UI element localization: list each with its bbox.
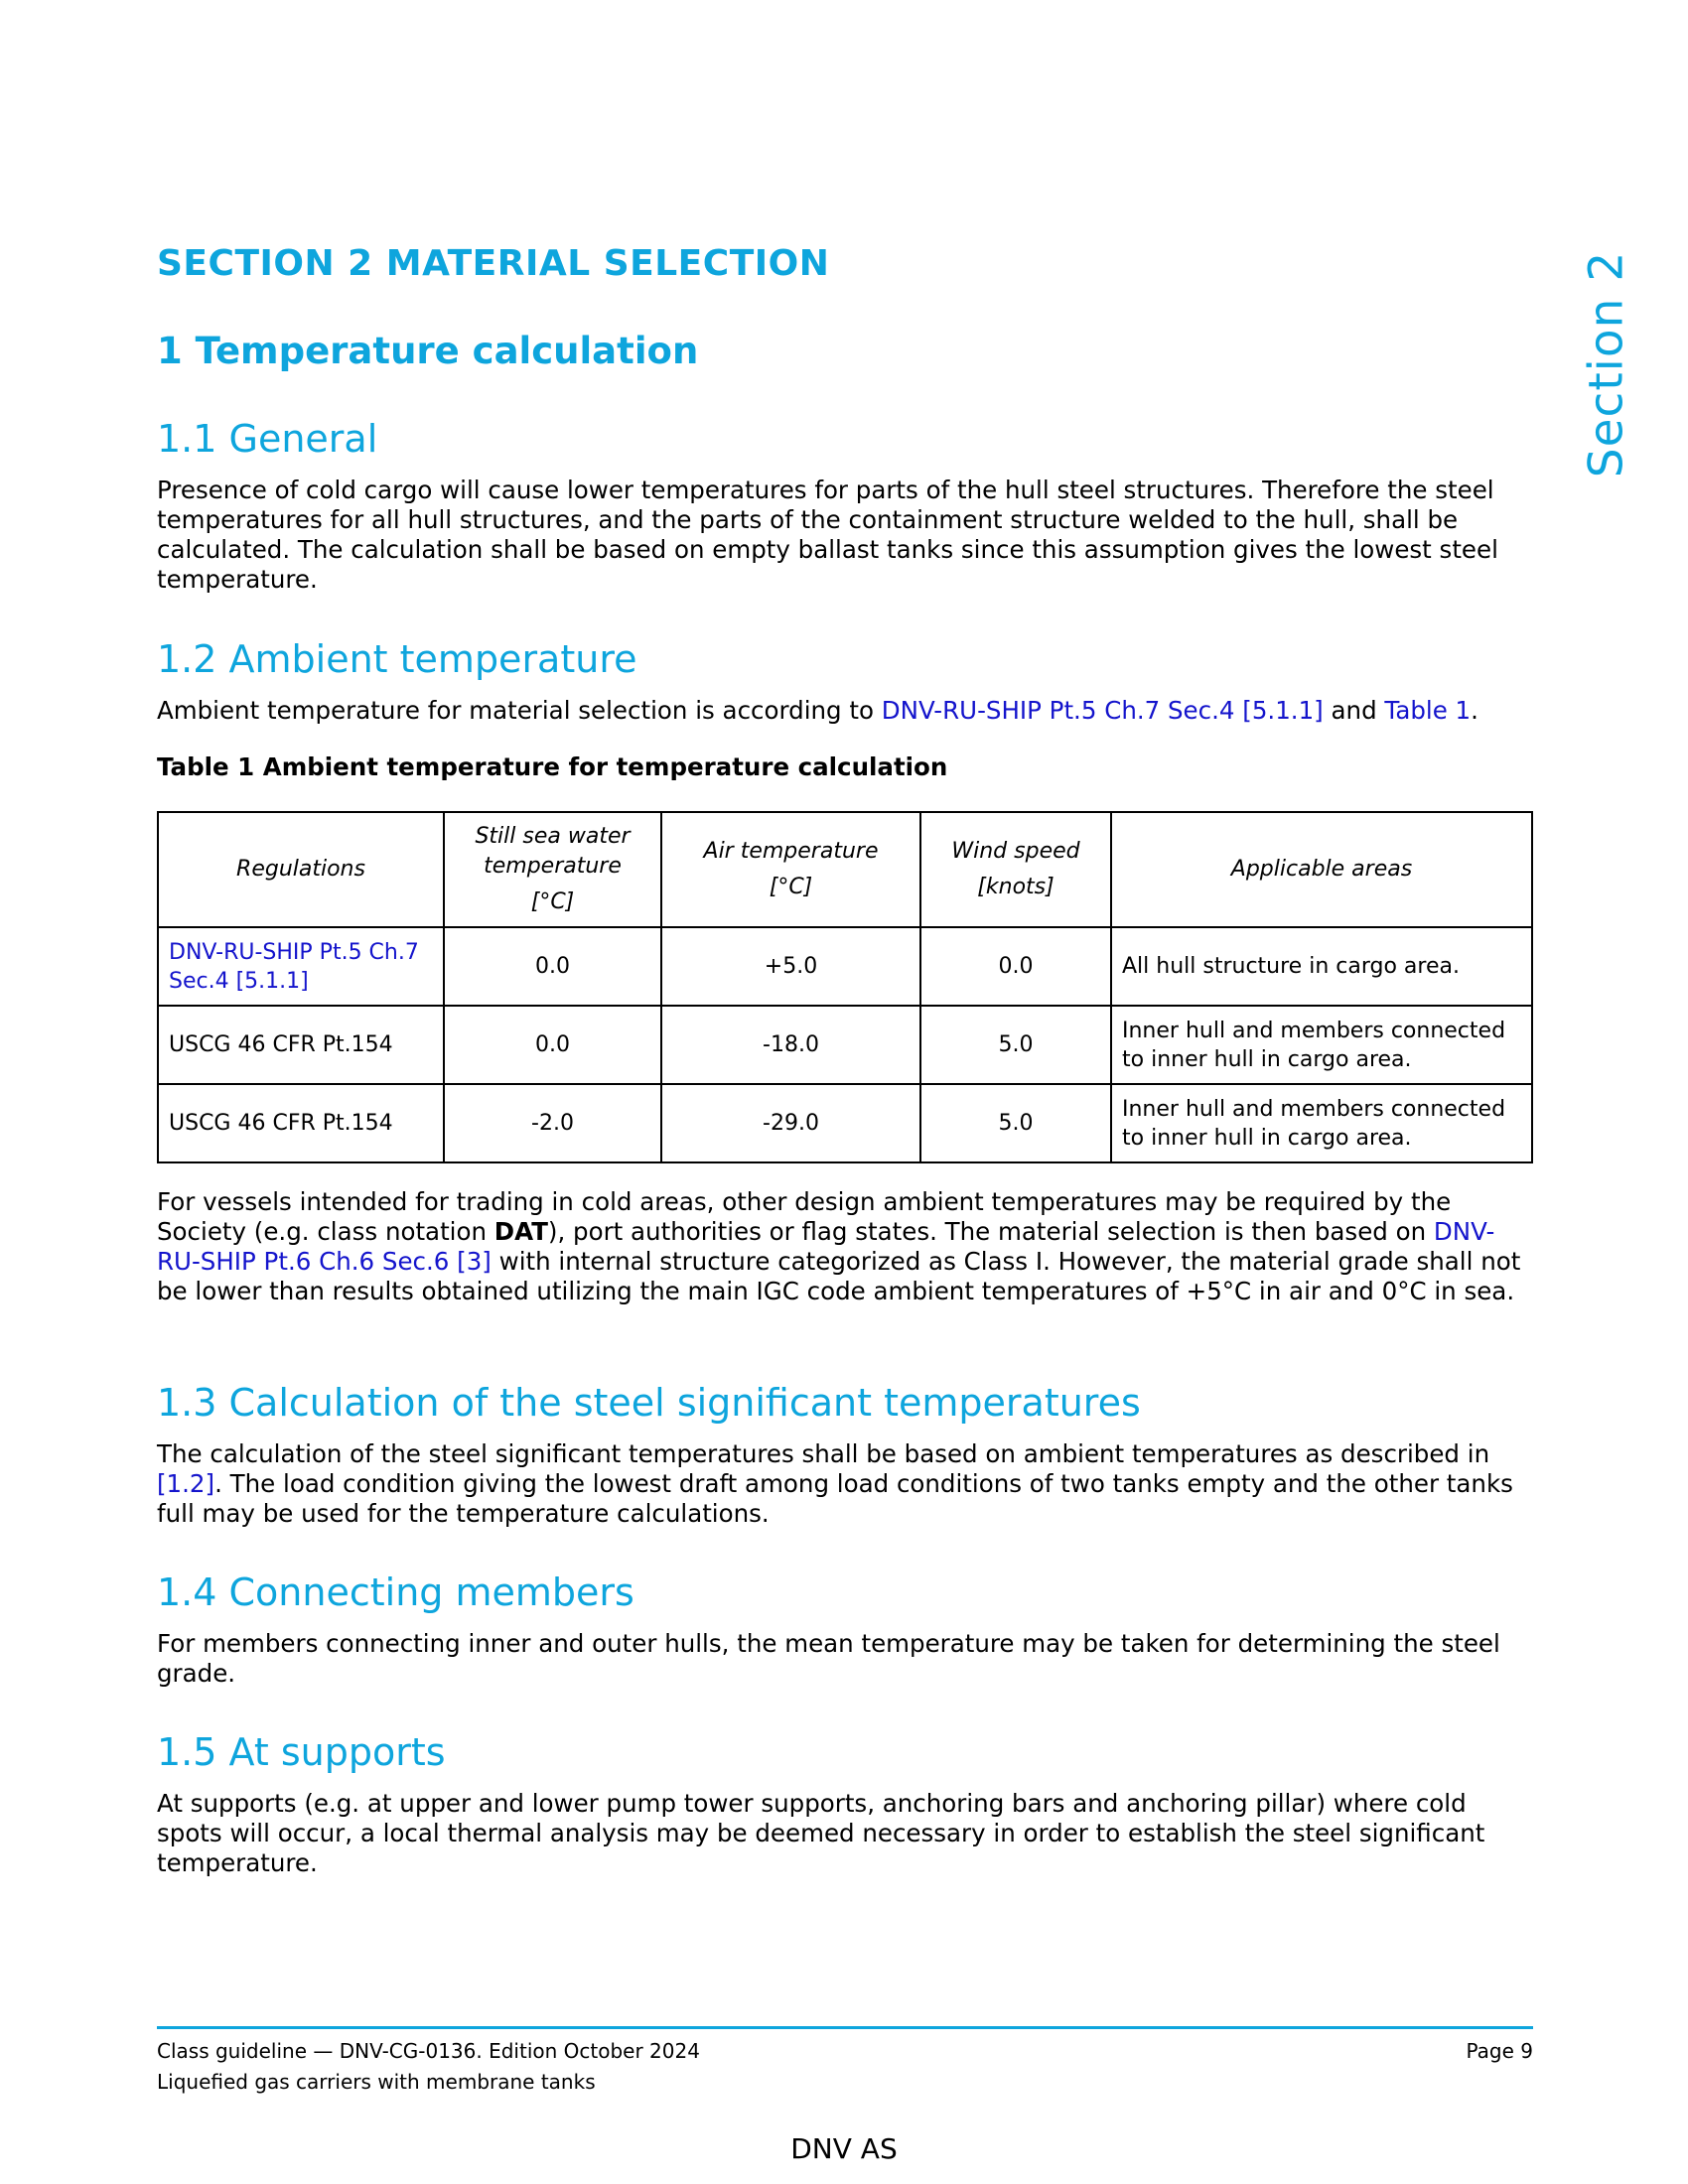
cell-sea: 0.0 (444, 1006, 661, 1084)
heading-temperature-calculation: 1 Temperature calculation (157, 330, 699, 372)
table-caption: Table 1 Ambient temperature for temperature calculation (157, 752, 948, 781)
heading-general: 1.1 General (157, 417, 378, 461)
text: . (1471, 696, 1478, 725)
header-sea-temperature (444, 812, 661, 927)
cell-wind: 0.0 (920, 927, 1111, 1006)
paragraph-cold-areas (157, 1187, 1533, 1306)
cell-air: -18.0 (661, 1006, 920, 1084)
header-sea-l2: temperature (484, 854, 622, 879)
cell-regulation (158, 927, 444, 1006)
cell-wind: 5.0 (920, 1084, 1111, 1162)
header-sea-l1: Still sea water (475, 824, 631, 849)
cell-regulation: USCG 46 CFR Pt.154 (158, 1084, 444, 1162)
footer-guideline: Class guideline — DNV-CG-0136. Edition October 2024 (157, 2039, 700, 2063)
table-header-row (158, 812, 1532, 927)
cell-sea: 0.0 (444, 927, 661, 1006)
cell-area: Inner hull and members connected to inner hull in cargo area. (1111, 1084, 1532, 1162)
footer-divider (157, 2026, 1533, 2029)
table-row (158, 1084, 1532, 1162)
cell-wind: 5.0 (920, 1006, 1111, 1084)
link-table-1[interactable]: Table 1 (1384, 696, 1472, 725)
cell-sea: -2.0 (444, 1084, 661, 1162)
class-notation-dat: DAT (493, 1217, 548, 1246)
paragraph-at-supports: At supports (e.g. at upper and lower pump tower supports, anchoring bars and anchoring pillar) where cold spots will occur, a local thermal analysis may be deemed necessary in order to establish the steel significant temperature. (157, 1789, 1485, 1877)
cell-regulation: USCG 46 CFR Pt.154 (158, 1006, 444, 1084)
text: ), port authorities or flag states. The material selection is then based on (547, 1217, 1434, 1246)
link-rule-ref-pt6[interactable]: DNV-RU-SHIP Pt.6 Ch.6 Sec.6 [3] (157, 1217, 1495, 1276)
footer-subtitle: Liquefied gas carriers with membrane tanks (157, 2070, 596, 2094)
cell-air: -29.0 (661, 1084, 920, 1162)
footer-company: DNV AS (790, 2132, 898, 2165)
text: Ambient temperature for material selection is according to (157, 696, 882, 725)
header-air-temperature (661, 812, 920, 927)
text: The calculation of the steel significant temperatures shall be based on ambient temperatures as described in (157, 1439, 1490, 1468)
heading-connecting-members: 1.4 Connecting members (157, 1570, 634, 1614)
text: For vessels intended for trading in cold areas, other design ambient temperatures may be required by the Society (e.g. class notation (157, 1187, 1452, 1246)
header-regulations: Regulations (158, 812, 444, 927)
cell-air: +5.0 (661, 927, 920, 1006)
paragraph-ambient-temperature (157, 696, 1533, 726)
paragraph-general: Presence of cold cargo will cause lower temperatures for parts of the hull steel structures. Therefore the steel temperatures for all hull structures, and the parts of the containment structure welded to the hull, shall be calculated. The calculation shall be based on empty ballast tanks since this assumption gives the lowest steel temperature. (157, 476, 1498, 594)
section-side-tab (1579, 250, 1634, 478)
paragraph-connecting-members: For members connecting inner and outer hulls, the mean temperature may be taken for determining the steel grade. (157, 1629, 1500, 1688)
paragraph-steel-significant-temperatures (157, 1439, 1533, 1529)
heading-ambient-temperature: 1.2 Ambient temperature (157, 637, 637, 681)
header-applicable-areas: Applicable areas (1111, 812, 1532, 927)
header-wind-speed (920, 812, 1111, 927)
text: and (1323, 696, 1385, 725)
cell-area: Inner hull and members connected to inner hull in cargo area. (1111, 1006, 1532, 1084)
section-title: SECTION 2 MATERIAL SELECTION (157, 243, 830, 284)
table-row (158, 1006, 1532, 1084)
header-air: Air temperature (703, 839, 879, 864)
link-regulation[interactable]: DNV-RU-SHIP Pt.5 Ch.7 Sec.4 [5.1.1] (169, 939, 419, 994)
header-wind: Wind speed (951, 839, 1080, 864)
ambient-temperature-table (157, 811, 1533, 1163)
link-section-1-2[interactable]: [1.2] (157, 1469, 215, 1498)
heading-steel-significant-temperatures: 1.3 Calculation of the steel significant temperatures (157, 1381, 1141, 1425)
footer-page-number: Page 9 (1466, 2039, 1533, 2063)
link-rule-ref[interactable]: DNV-RU-SHIP Pt.5 Ch.7 Sec.4 [5.1.1] (881, 696, 1324, 725)
text: . The load condition giving the lowest draft among load conditions of two tanks empty and the other tanks full may be used for the temperature calculations. (157, 1469, 1513, 1528)
header-wind-unit: [knots] (977, 875, 1055, 899)
heading-at-supports: 1.5 At supports (157, 1730, 446, 1774)
header-air-unit: [°C] (769, 875, 813, 899)
footer-document-info (157, 2036, 700, 2098)
cell-area: All hull structure in cargo area. (1111, 927, 1532, 1006)
table-row (158, 927, 1532, 1006)
header-sea-unit: [°C] (530, 889, 575, 914)
section-side-tab-label: Section 2 (1579, 250, 1634, 478)
text: with internal structure categorized as Class I. However, the material grade shall not be lower than results obtained utilizing the main IGC code ambient temperatures of +5°C in air and 0°C in sea. (157, 1247, 1521, 1305)
